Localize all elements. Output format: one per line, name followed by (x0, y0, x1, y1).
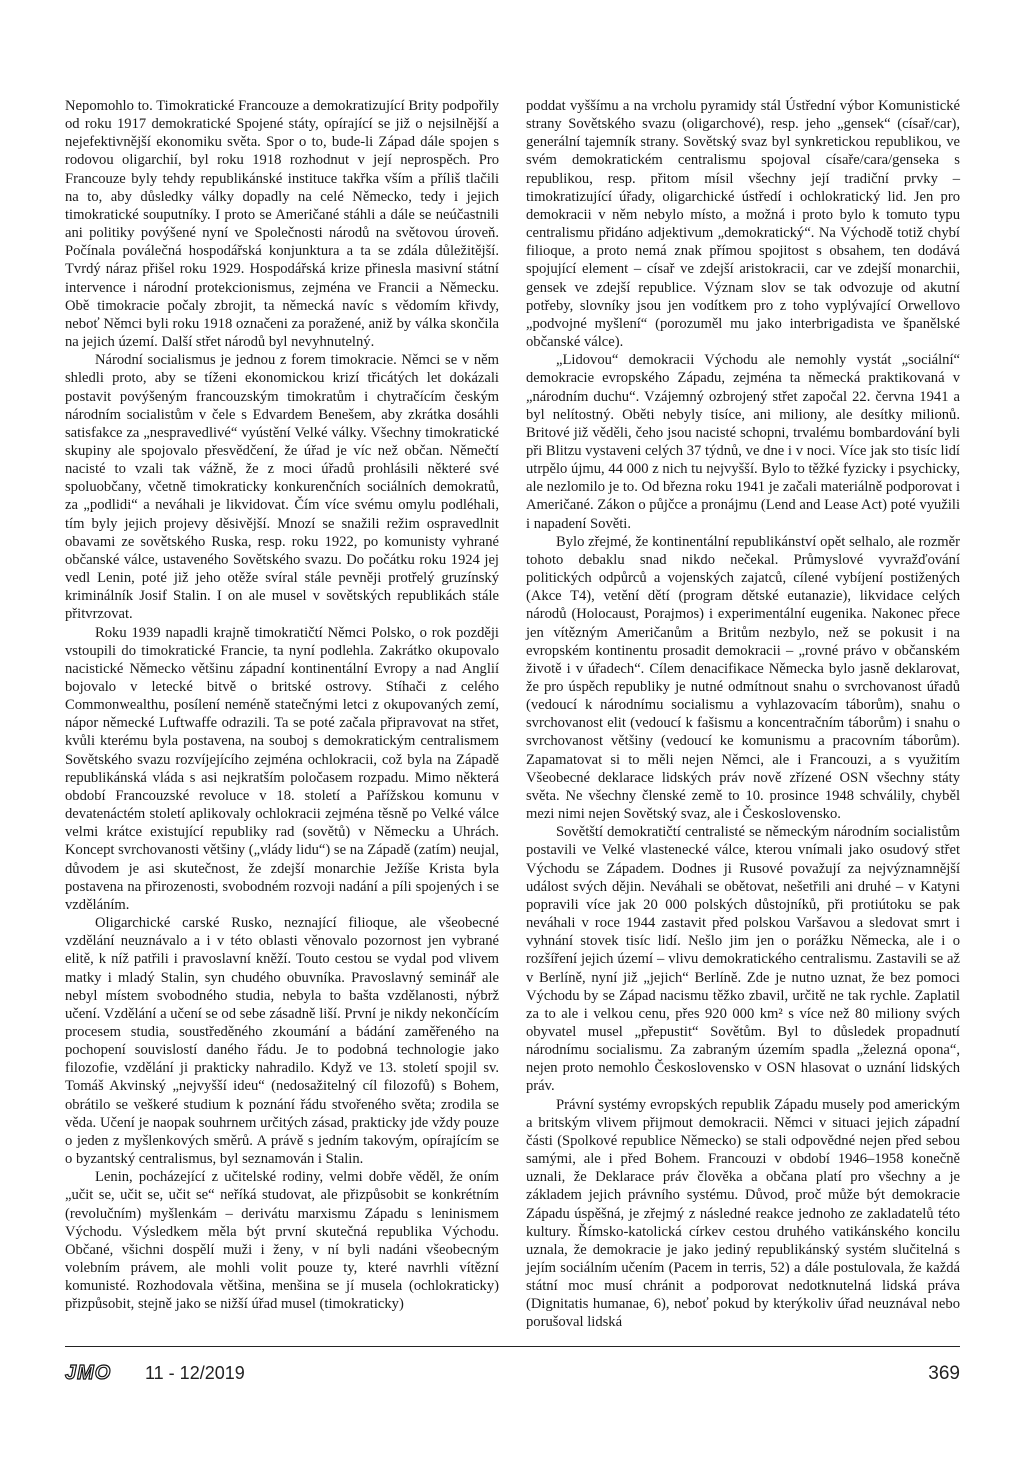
right-column (526, 97, 960, 1332)
page-footer (65, 1358, 960, 1386)
paragraph: Oligarchické carské Rusko, neznající filioque, ale všeobecné vzdělání neuznávalo a i v této oblasti věnovalo pozornost jen vybrané elitě, k níž patřili i pravoslavní kněží. Touto cestou se vydal pod vlivem matky i mladý Stalin, syn chudého obuvníka. Pravoslavný seminář ale nebyl místem svobodného studia, nebyla to bašta vzdělanosti, nýbrž učení. Vzdělání a učení se od sebe zásadně liší. První je nikdy nekončícím procesem studia, soustředěného zkoumání a bádání zaměřeného na pochopení souvislostí daného řádu. Je to podobná technologie jako filozofie, vzdělání ji prakticky nahradilo. Když ve 13. století spojil sv. Tomáš Akvinský „nejvyšší ideu“ (nedosažitelný cíl filozofů) s Bohem, obrátilo se veškeré studium k poznání řádu stvořeného světa; zrodila se věda. Učení je naopak souhrnem určitých zásad, prakticky jde vždy pouze o jeden z myšlenkových směrů. A právě s jedním takovým, opírajícím se o byzantský centralismus, byl seznamován i Stalin. (65, 915, 499, 1168)
footer-divider (65, 1346, 960, 1347)
paragraph: Sovětští demokratičtí centralisté se německým národním socialistům postavili ve Velké vlastenecké válce, kterou vnímali jako osudový střet Východu se Západem. Dodnes ji Rusové považují za nejvýznamnější událost svých dějin. Neváhali se obětovat, nešetřili ani druhé – v Katyni popravili více jak 20 000 polských důstojníků, při protiútoku se pak neváhali v roce 1944 zastavit před polskou Varšavou a sledovat smrt i vyhnání stovek tisíc lidí. Nešlo jim jen o porážku Německa, ale i o rozšíření jejich území – vlivu demokratického centralismu. Zastavili se až v Berlíně, nyní již „jejich“ Berlíně. Zde je nutno uznat, že bez pomoci Východu by se Západ nacismu těžko zbavil, určitě ne tak rychle. Zaplatil za to ale i velkou cenu, přes 920 000 km² s více než 80 miliony svých obyvatel musel „přepustit“ Sovětům. Byl to důsledek propadnutí národnímu socialismu. Za zabraným územím spadla „železná opona“, nejen proto nemohlo Československo v OSN hlasovat o uznání lidských práv. (526, 824, 960, 1095)
paragraph: Bylo zřejmé, že kontinentální republikánství opět selhalo, ale rozměr tohoto debaklu snad nikdo nečekal. Průmyslové vyvražďování politických odpůrců a vojenských zajatců, cílené vybíjení postižených (Akce T4), vetění dětí (program dětské eutanazie), likvidace celých národů (Holocaust, Porajmos) i experimentální eugenika. Nakonec přece jen vítězným Američanům a Britům nezbylo, než se pokusit i na evropském kontinentu prosadit demokracii – „rovné právo v občanském životě i v úřadech“. Cílem denacifikace Německa bylo jasně deklarovat, že pro úspěch republiky je nutné odmítnout snahu o svrchovanost úřadů (vedoucí k národnímu socialismu a vyhlazovacím táborům), snahu o svrchovanost elit (vedoucí k fašismu a koncentračním táborům) i snahu o svrchovanost většiny (vedoucí ke komunismu a pracovním táborům). Zapamatovat si to měli nejen Němci, ale i Francouzi, a s využitím Všeobecné deklarace lidských práv nově zřízené OSN všechny státy světa. Ne všechny členské země to 10. prosince 1948 schválily, chyběl mezi nimi nejen Sovětský svaz, ale i Československo. (526, 533, 960, 823)
paragraph: Lenin, pocházející z učitelské rodiny, velmi dobře věděl, že oním „učit se, učit se, učit se“ neříká studovat, ale přizpůsobit se konkrétním (revolučním) myšlenkám – derivátu marxismu Západu s leninismem Východu. Výsledkem měla být první skutečná republika Východu. Občané, všichni dospělí muži i ženy, v ní byli nadáni všeobecným volebním právem, ale mohli volit pouze ty, které navrhli vítězní komunisté. Rozhodovala většina, menšina se jí musela (ochlokraticky) přizpůsobit, stejně jako se nižší úřad musel (timokraticky) (65, 1169, 499, 1313)
paragraph: „Lidovou“ demokracii Východu ale nemohly vystát „sociální“ demokracie evropského Západu, zejména ta německá praktikovaná v „národním duchu“. Vzájemný ozbrojený střet započal 22. června 1941 a byl nelítostný. Oběti nebyly tisíce, ani miliony, ale desítky milionů. Britové již věděli, čeho jsou nacisté schopni, trvalému bombardování byli při Blitzu vystaveni celých 37 týdnů, ve dne i v noci. Více jak sto tisíc lidí utrpělo újmu, 44 000 z nich tu nejvyšší. Bylo to těžké fyzicky i psychicky, ale nezlomilo je to. Od března roku 1941 je začali materiálně podporovat i Američané. Zákon o půjčce a pronájmu (Lend and Lease Act) poté využili i napadení Sověti. (526, 352, 961, 532)
paragraph: Právní systémy evropských republik Západu musely pod americkým a britským vlivem přijmout demokracii. Němci v situaci jejich západní části (Spolkové republice Německo) se stali odpovědné nejen před sebou samými, ale i před Bohem. Francouzi v období 1946–1958 konečně uznali, že Deklarace práv člověka a občana platí pro všechny a je základem jejich právního systému. Důvod, proč může být demokracie Západu úspěšná, je zřejmý z následné reakce jednoho ze zakladatelů této kultury. Římsko-katolická církev cestou druhého vatikánského koncilu uznala, že demokracie je jako jediný republikánský systém slučitelná s jejím sociálním učením (Pacem in terris, 52) a dále postulovala, že každá státní moc musí chránit a podporovat nedotknutelná lidská práva (Dignitatis humanae, 6), neboť pokud by kterýkoliv úřad neuznával nebo porušoval lidská (526, 1096, 960, 1331)
issue-number: 11 - 12/2019 (145, 1363, 245, 1383)
page-number: 369 (928, 1363, 960, 1384)
paragraph: Národní socialismus je jednou z forem timokracie. Němci se v něm shledli proto, aby se tíženi ekonomickou krizí třicátých let dokázali postavit povýšeným francouzským timokratům i chytračícím českým národním socialistům v čele s Edvardem Benešem, aby zkrátka dosáhli satisfakce za „nespravedlivé“ vyústění Velké války. Všechny timokratické skupiny ale spojovalo přesvědčení, že úřad je víc než občan. Němečtí nacisté to vzali tak vážně, že z moci úřadů prohlásili některé své spoluobčany, včetně timokraticky konkurenčních sociálních demokratů, za „podlidi“ a neváhali je likvidovat. Čím více svému omylu podléhali, tím byly jejich projevy děsivější. Mnozí se snažili režim ospravedlnit obavami ze sovětského Ruska, resp. roku 1922, po komunisty vyhrané občanské válce, ustaveného Sovětského svazu. Do počátku roku 1924 jej vedl Lenin, poté již jeho otěže svíral stále pevněji protřelý gruzínský kriminálník Josif Stalin. I on ale musel v sovětských republikách stále přitvrzovat. (65, 352, 499, 623)
journal-logo: JMO (65, 1362, 112, 1384)
paragraph: poddat vyššímu a na vrcholu pyramidy stál Ústřední výbor Komunistické strany Sovětského svazu (oligarchové), resp. jeho „gensek“ (císař/car), generální tajemník strany. Sovětský svaz byl synkretickou republikou, ve svém demokratickém centralismu spojoval císaře/cara/genseka s republikou, resp. přitom mísil všechny její tradiční prvky – timokratizující úřady, oligarchické ústředí i ochlokratický lid. Jen pro demokracii v něm nebylo místo, a možná i proto bylo k tomuto typu centralismu přidáno adjektivum „demokratický“. Na Východě totiž chybí filioque, a proto nemá znak přímou spojitost s obsahem, ten dodává spojující element – císař ve zdejší aristokracii, car ve zdejší monarchii, gensek ve zdejší republice. Význam slov se tak odvozuje od akutní potřeby, slovníky jsou jen vodítkem pro z toho vyplývající Orwellovo „podvojné myšlení“ (porozuměl mu jako interbrigadista ve španělské občanské válce). (526, 98, 960, 351)
left-column (65, 97, 499, 1313)
paragraph: Roku 1939 napadli krajně timokratičtí Němci Polsko, o rok později vstoupili do timokratické Francie, ta nyní podlehla. Zakrátko okupovalo nacistické Německo většinu západní kontinentální Evropy a nad Anglií bojovalo v letecké bitvě o britské ostrovy. Stíhači z celého Commonwealthu, posílení neméně statečnými letci z okupovaných zemí, nápor německé Luftwaffe odrazili. Ta se poté začala připravovat na střet, kvůli kterému byla postavena, na souboj s demokratickým centralismem Sovětského svazu rozvíjejícího zejména ochlokracii, což byla na Západě republikánská vláda s asi nejkratším poločasem rozpadu. Mimo některá období Francouzské revoluce v 18. století a Pařížskou komunu v devatenáctém století aplikovaly ochlokracii zejména těsně po Velké válce velmi krátce existující republiky rad (sovětů) v Německu a Uhrách. Koncept svrchovanosti většiny („vlády lidu“) se na Západě (zatím) neujal, důvodem je asi skutečnost, že zdejší monarchie Ježíše Krista byla postavena na přirozenosti, svobodném rozvoji nadání a píli spojených i se vzděláním. (65, 624, 499, 913)
paragraph: Nepomohlo to. Timokratické Francouze a demokratizující Brity podpořily od roku 1917 demokratické Spojené státy, opírající se již o nejsilnější a nejefektivnější ekonomiku světa. Spor o to, bude-li Západ dále spojen s rodovou oligarchií, byl roku 1918 rozhodnut v její neprospěch. Pro Francouze byly tehdy republikánské instituce takřka vším a příliš tlačili na to, aby důsledky války dopadly na celé Německo, tedy i jejich timokratické souputníky. I proto se Američané stáhli a dále se neúčastnili ani politiky povýšené nyní ve Společnosti národů na světovou úroveň. Počínala poválečná hospodářská konjunktura a ta se zdála důležitější. Tvrdý náraz přišel roku 1929. Hospodářská krize přinesla masivní státní intervence i národní protekcionismus, zejména ve Francii a Německu. Obě timokracie počaly zbrojit, ta německá navíc s vědomím křivdy, neboť Němci byli roku 1918 označeni za poražené, aniž by válka skončila na jejich území. Další střet národů byl nevyhnutelný. (65, 98, 499, 351)
